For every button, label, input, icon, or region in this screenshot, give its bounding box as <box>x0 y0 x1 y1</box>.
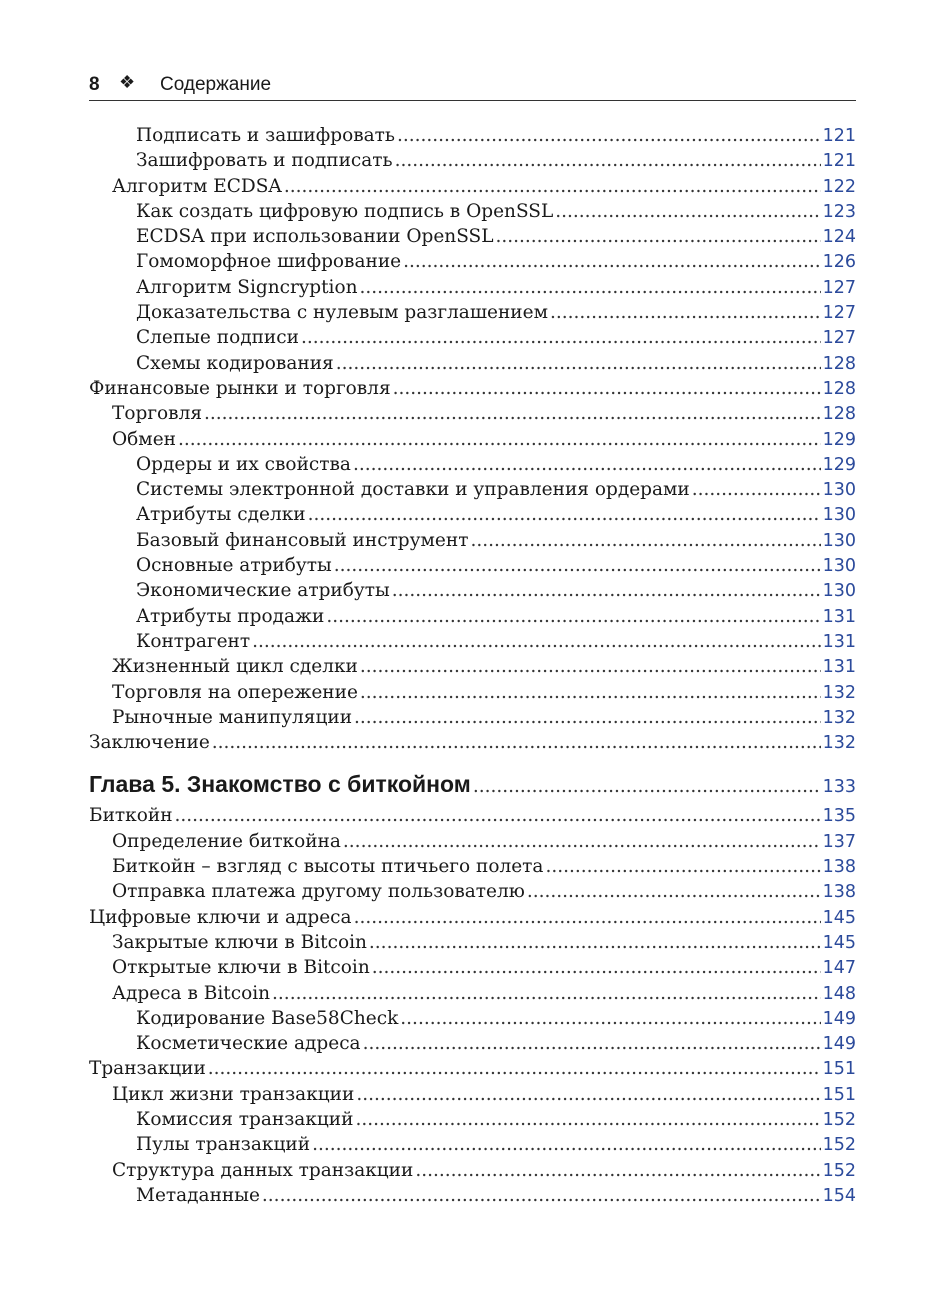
toc-entry-title: Контрагент <box>136 630 251 652</box>
toc-entry[interactable] <box>89 199 856 224</box>
toc-entry[interactable] <box>89 174 856 199</box>
toc-entry[interactable] <box>89 905 856 930</box>
toc-entry-title: Подписать и зашифровать <box>136 125 395 146</box>
toc-entry-title: Отправка платежа другому пользователю <box>112 881 525 903</box>
dot-leader <box>392 578 821 603</box>
dot-leader <box>326 604 820 629</box>
toc-entry[interactable] <box>89 553 856 578</box>
dot-leader <box>470 528 820 553</box>
toc-entry[interactable] <box>89 981 856 1006</box>
toc-entry-page: 122 <box>822 176 856 197</box>
dot-leader <box>336 351 821 376</box>
toc-entry[interactable] <box>89 452 856 477</box>
toc-entry[interactable] <box>89 1132 856 1157</box>
toc-entry-title: Заключение <box>89 732 210 754</box>
toc-entry-page: 132 <box>822 682 856 703</box>
dot-leader <box>208 1056 821 1081</box>
toc-entry-page: 127 <box>822 303 856 324</box>
toc-entry-title: Ордеры и их свойства <box>136 453 351 475</box>
dot-leader <box>550 300 821 325</box>
toc-entry-title: ECDSA при использовании OpenSSL <box>136 226 494 248</box>
toc-entry[interactable] <box>89 955 856 980</box>
toc-entry-page: 130 <box>822 480 856 501</box>
dot-leader <box>403 249 820 274</box>
toc-entry-title: Основные атрибуты <box>136 555 332 577</box>
toc-entry-title: Схемы кодирования <box>136 352 334 374</box>
toc-entry[interactable] <box>89 249 856 274</box>
toc-entry-page: 127 <box>822 277 856 298</box>
toc-entry[interactable] <box>89 803 856 828</box>
dot-leader <box>356 1082 820 1107</box>
toc-entry[interactable] <box>89 730 856 755</box>
toc-entry-page: 145 <box>822 932 856 953</box>
toc-entry[interactable] <box>89 604 856 629</box>
toc-entry-page: 154 <box>822 1185 856 1206</box>
toc-entry[interactable] <box>89 1031 856 1056</box>
toc-entry-title: Открытые ключи в Bitcoin <box>112 957 370 979</box>
toc-entry[interactable] <box>89 325 856 350</box>
toc-entry-title: Цифровые ключи и адреса <box>89 906 352 928</box>
toc-entry-title: Базовый финансовый инструмент <box>136 529 469 551</box>
toc-entry-title: Атрибуты сделки <box>136 504 306 526</box>
dot-leader <box>212 730 821 755</box>
page-number: 8 <box>89 74 100 95</box>
toc-entry-page: 148 <box>822 983 856 1004</box>
toc-entry-page: 131 <box>822 606 856 627</box>
toc-entry-page: 135 <box>822 806 856 827</box>
toc-entry[interactable] <box>89 705 856 730</box>
toc-entry[interactable] <box>89 1183 856 1208</box>
dot-leader <box>355 1107 820 1132</box>
toc-entry-page: 131 <box>822 631 856 652</box>
toc-entry-title: Экономические атрибуты <box>136 580 390 602</box>
toc-entry-title: Адреса в Bitcoin <box>112 982 271 1004</box>
running-header <box>89 70 856 101</box>
dot-leader <box>360 680 821 705</box>
toc-entry-page: 121 <box>822 126 856 146</box>
dot-leader <box>334 553 821 578</box>
toc-entry-title: Зашифровать и подписать <box>136 150 393 172</box>
toc-entry-page: 130 <box>822 505 856 526</box>
toc-entry-page: 138 <box>822 882 856 903</box>
toc-entry-page: 132 <box>822 707 856 728</box>
toc-entry-page: 130 <box>822 530 856 551</box>
dot-leader <box>175 803 821 828</box>
toc-entry[interactable] <box>89 427 856 452</box>
toc-chapter-entry[interactable] <box>89 768 856 801</box>
toc-entry[interactable] <box>89 528 856 553</box>
toc-entry-title: Алгоритм Signcryption <box>136 276 358 298</box>
toc-entry[interactable] <box>89 930 856 955</box>
dot-leader <box>555 199 820 224</box>
toc-entry-title: Алгоритм ECDSA <box>112 175 282 197</box>
toc-entry[interactable] <box>89 1107 856 1132</box>
toc-entry-title: Определение биткойна <box>112 830 341 852</box>
chapter-page: 133 <box>822 777 856 798</box>
dot-leader <box>397 123 821 148</box>
dot-leader <box>545 854 820 879</box>
dot-leader <box>692 477 821 502</box>
toc-entry[interactable] <box>89 401 856 426</box>
toc-entry-title: Транзакции <box>89 1058 206 1080</box>
toc-entry[interactable] <box>89 1006 856 1031</box>
toc-entry-title: Биткойн – взгляд с высоты птичьего полета <box>112 856 544 878</box>
toc-entry-page: 121 <box>822 151 856 172</box>
dot-leader <box>284 174 821 199</box>
toc-entry-page: 149 <box>822 1034 856 1055</box>
dot-leader <box>400 1006 820 1031</box>
toc-entry-page: 147 <box>822 958 856 979</box>
toc-entry[interactable] <box>89 477 856 502</box>
toc-entry-title: Структура данных транзакции <box>112 1159 414 1181</box>
dot-leader <box>301 325 821 350</box>
dot-leader <box>252 629 820 654</box>
toc-entry[interactable] <box>89 578 856 603</box>
dot-leader <box>272 981 821 1006</box>
toc-entry-title: Косметические адреса <box>136 1033 361 1055</box>
toc-entry-page: 152 <box>822 1160 856 1181</box>
toc-entry-page: 124 <box>822 227 856 248</box>
dot-leader <box>312 1132 821 1157</box>
dot-leader <box>369 930 821 955</box>
toc-entry-page: 126 <box>822 252 856 273</box>
toc-entry[interactable] <box>89 680 856 705</box>
dot-leader <box>353 452 821 477</box>
toc-entry-page: 129 <box>822 429 856 450</box>
toc-entry[interactable] <box>89 854 856 879</box>
toc-entry-title: Атрибуты продажи <box>136 605 325 627</box>
toc-entry-page: 129 <box>822 454 856 475</box>
toc-entry-title: Торговля <box>112 403 202 425</box>
toc-entry-page: 151 <box>822 1059 856 1080</box>
dot-leader <box>395 148 821 173</box>
ornament-icon: ❖ <box>119 72 136 92</box>
toc-entry-title: Закрытые ключи в Bitcoin <box>112 931 367 953</box>
toc-entry-title: Доказательства с нулевым разглашением <box>136 302 548 324</box>
dot-leader <box>527 879 821 904</box>
toc-entry[interactable] <box>89 654 856 679</box>
toc-entry-title: Жизненный цикл сделки <box>112 656 358 678</box>
toc-entry[interactable] <box>89 275 856 300</box>
dot-leader <box>354 905 821 930</box>
toc-entry-title: Гомоморфное шифрование <box>136 251 402 273</box>
toc-entry[interactable] <box>89 879 856 904</box>
toc-entry-page: 123 <box>822 201 856 222</box>
dot-leader <box>372 955 821 980</box>
toc-entry-title: Рыночные манипуляции <box>112 706 353 728</box>
toc-entry[interactable] <box>89 376 856 401</box>
toc-entry-page: 151 <box>822 1084 856 1105</box>
toc-entry[interactable] <box>89 829 856 854</box>
toc-entry-page: 152 <box>822 1135 856 1156</box>
dot-leader <box>393 376 821 401</box>
toc-entry-title: Слепые подписи <box>136 327 299 349</box>
toc-entry-page: 128 <box>822 404 856 425</box>
toc-entry-page: 130 <box>822 556 856 577</box>
running-title: Содержание <box>160 74 272 95</box>
toc-entry-title: Пулы транзакций <box>136 1134 311 1156</box>
toc-entry-page: 132 <box>822 733 856 754</box>
toc-entry-title: Цикл жизни транзакции <box>112 1083 355 1105</box>
dot-leader <box>354 705 821 730</box>
toc-entry-title: Метаданные <box>136 1184 260 1206</box>
dot-leader <box>415 1158 820 1183</box>
toc-entry[interactable] <box>89 1082 856 1107</box>
toc-entry[interactable] <box>89 502 856 527</box>
toc-entry-title: Кодирование Base58Check <box>136 1007 399 1029</box>
toc-entry-title: Финансовые рынки и торговля <box>89 377 391 399</box>
dot-leader <box>178 427 821 452</box>
toc-entry[interactable] <box>89 1158 856 1183</box>
toc-entry[interactable] <box>89 629 856 654</box>
toc-entry[interactable] <box>89 1056 856 1081</box>
table-of-contents <box>89 123 856 1208</box>
toc-entry[interactable] <box>89 148 856 173</box>
dot-leader <box>363 1031 821 1056</box>
toc-section-1 <box>89 123 856 755</box>
toc-entry-title: Обмен <box>112 428 176 450</box>
dot-leader <box>308 502 821 527</box>
toc-entry[interactable] <box>89 123 856 148</box>
toc-entry-page: 131 <box>822 657 856 678</box>
dot-leader <box>343 829 821 854</box>
toc-entry[interactable] <box>89 351 856 376</box>
toc-entry-page: 130 <box>822 581 856 602</box>
toc-entry-title: Системы электронной доставки и управления ордерами <box>136 479 690 501</box>
dot-leader <box>262 1183 821 1208</box>
toc-entry-page: 145 <box>822 907 856 928</box>
toc-entry-title: Биткойн <box>89 805 173 827</box>
toc-entry-page: 128 <box>822 378 856 399</box>
dot-leader <box>473 770 821 803</box>
dot-leader <box>496 224 821 249</box>
toc-entry-title: Торговля на опережение <box>112 681 358 703</box>
toc-entry-page: 152 <box>822 1109 856 1130</box>
toc-entry-page: 149 <box>822 1008 856 1029</box>
toc-entry-page: 138 <box>822 857 856 878</box>
dot-leader <box>360 654 821 679</box>
chapter-title: Глава 5. Знакомство с биткойном <box>89 771 471 798</box>
toc-section-2 <box>89 803 856 1208</box>
toc-entry-title: Комиссия транзакций <box>136 1108 354 1130</box>
toc-entry[interactable] <box>89 224 856 249</box>
dot-leader <box>360 275 821 300</box>
dot-leader <box>204 401 821 426</box>
toc-entry-page: 137 <box>822 831 856 852</box>
toc-entry-page: 128 <box>822 353 856 374</box>
toc-entry-page: 127 <box>822 328 856 349</box>
toc-entry[interactable] <box>89 300 856 325</box>
toc-entry-title: Как создать цифровую подпись в OpenSSL <box>136 200 554 222</box>
